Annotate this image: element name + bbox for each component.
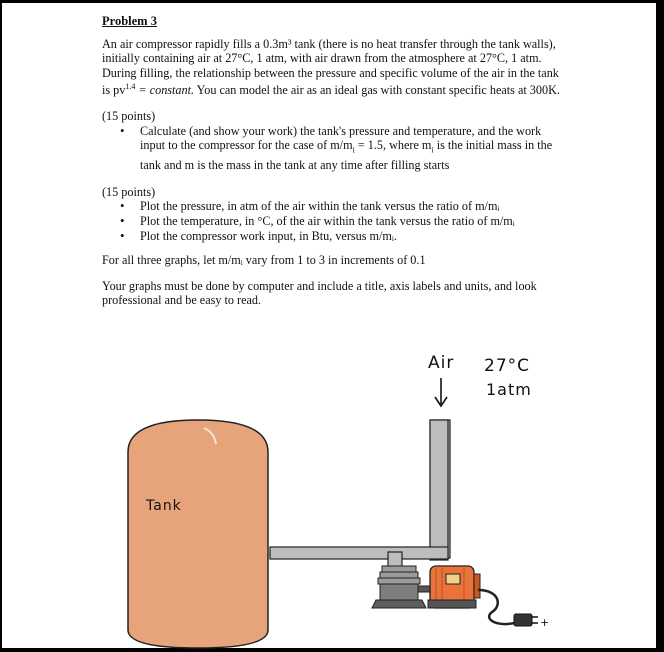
air-label: Air xyxy=(428,353,455,373)
graph-note: Your graphs must be done by computer and include a title, axis labels and units, and look professional and be easy to read. xyxy=(102,278,537,308)
intro-equation: = constant. xyxy=(135,83,195,98)
pipe-bottom xyxy=(270,547,448,559)
motor-label-plate xyxy=(446,574,460,584)
intro-exponent: 1.4 xyxy=(125,82,136,92)
temperature-label: 27°C xyxy=(484,356,531,376)
pipe-horizontal xyxy=(270,420,450,558)
compressor-fin-1 xyxy=(382,566,416,572)
tank-body xyxy=(128,420,268,648)
compressor-fin-3 xyxy=(378,578,420,584)
part-one-points: (15 points) xyxy=(102,109,156,124)
part-one-bullet: • Calculate (and show your work) the tank's pressure and temperature, and the work input to the compressor for the case of $m/m_i = 1.5$, where $m_i$ is the initial mass in the tank and m is the mass in the tank at any time after filling starts xyxy=(124,124,562,173)
intro-tail: You can model the air as an ideal gas with constant specific heats at 300K. xyxy=(194,83,560,98)
motor-end-cap xyxy=(474,574,480,598)
compressor-body xyxy=(380,584,418,600)
range-note: For all three graphs, let m/mᵢ vary from 1 to 3 in increments of 0.1 xyxy=(102,253,426,268)
part-two-points: (15 points) xyxy=(102,184,156,199)
power-cord xyxy=(478,590,518,624)
part-one-text-a: Calculate (and show your work) the tank's pressure and temperature, and the work input to the compressor for the case of m/m xyxy=(140,123,542,153)
tank-label: Tank xyxy=(146,498,182,514)
part-one-text-b: = 1.5, where m xyxy=(354,138,432,153)
pressure-label: 1atm xyxy=(486,380,532,399)
pipe-vertical xyxy=(430,420,448,560)
compressor-fin-2 xyxy=(380,572,418,578)
plug-spark: + xyxy=(540,616,550,629)
part-one-text-c: is the initial mass in the tank and m is the mass in the tank at any time after filling starts xyxy=(140,138,553,173)
part-two-bullet-temperature: • Plot the temperature, in °C, of the air within the tank versus the ratio of m/mᵢ xyxy=(124,214,562,229)
power-plug xyxy=(514,614,532,626)
compressor-base xyxy=(372,600,426,608)
intro-text: An air compressor rapidly fills a 0.3m³ tank (there is no heat transfer through the tank walls), initially containing air at 27°C, 1 atm, with air drawn from the atmosphere at 27°C, 1 atm. During filling, the relationship between the pressure and specific volume of the air in the tank is pv xyxy=(102,36,559,98)
part-two-bullet-work: • Plot the compressor work input, in Btu, versus m/mᵢ. xyxy=(124,229,562,244)
problem-title: Problem 3 xyxy=(102,14,157,28)
part-two-bullet-pressure: • Plot the pressure, in atm of the air within the tank versus the ratio of m/mᵢ xyxy=(124,199,562,214)
motor-base xyxy=(428,600,476,608)
